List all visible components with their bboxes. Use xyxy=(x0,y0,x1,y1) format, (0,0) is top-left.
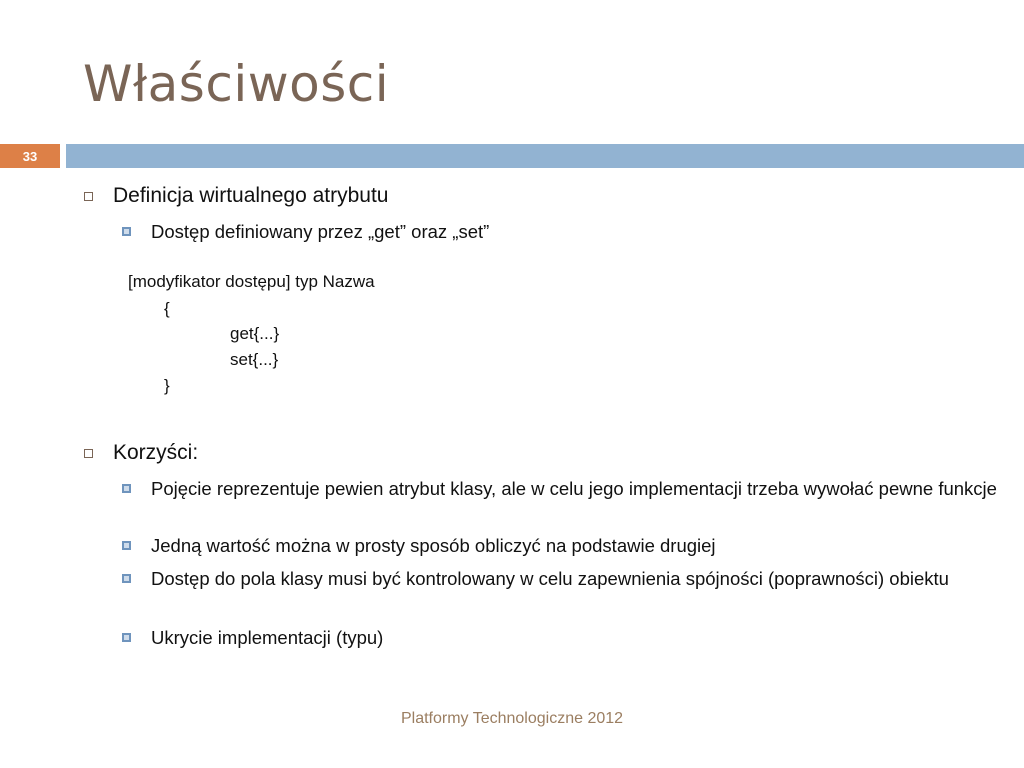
slide-title: Właściwości xyxy=(83,55,390,113)
square-bullet-icon xyxy=(122,633,131,642)
benefit-text: Dostęp do pola klasy musi być kontrolowany w celu zapewnienia spójności (poprawności) obiektu xyxy=(151,568,949,589)
bullet-definition xyxy=(84,184,388,208)
slide-footer: Platformy Technologiczne 2012 xyxy=(400,710,624,727)
square-bullet-icon xyxy=(122,574,131,583)
benefit-text: Jedną wartość można w prosty sposób obliczyć na podstawie drugiej xyxy=(151,535,716,556)
bullet-benefits xyxy=(84,441,198,465)
benefit-item xyxy=(122,567,1002,591)
benefit-item xyxy=(122,477,1002,501)
square-bullet-icon xyxy=(122,484,131,493)
square-bullet-icon xyxy=(122,227,131,236)
square-bullet-icon xyxy=(122,541,131,550)
code-set: set{...} xyxy=(230,350,279,369)
sub-bullet-access xyxy=(122,220,1002,244)
header-band xyxy=(66,144,1024,168)
definition-heading: Definicja wirtualnego atrybutu xyxy=(113,184,389,207)
hollow-square-bullet-icon xyxy=(84,192,93,201)
access-text: Dostęp definiowany przez „get” oraz „set” xyxy=(151,221,490,242)
benefits-heading: Korzyści: xyxy=(113,441,199,464)
benefit-text: Pojęcie reprezentuje pewien atrybut klasy, ale w celu jego implementacji trzeba wywołać pewne funkcje xyxy=(151,478,997,499)
hollow-square-bullet-icon xyxy=(84,449,93,458)
slide-number-badge xyxy=(0,144,60,168)
code-signature: [modyfikator dostępu] typ Nazwa xyxy=(128,272,375,291)
benefit-item xyxy=(122,626,1002,650)
code-get: get{...} xyxy=(230,324,280,343)
code-open-brace: { xyxy=(164,299,170,318)
code-close-brace: } xyxy=(164,376,170,395)
slide-number: 33 xyxy=(22,148,38,164)
benefit-item xyxy=(122,534,1002,558)
benefit-text: Ukrycie implementacji (typu) xyxy=(151,627,384,648)
